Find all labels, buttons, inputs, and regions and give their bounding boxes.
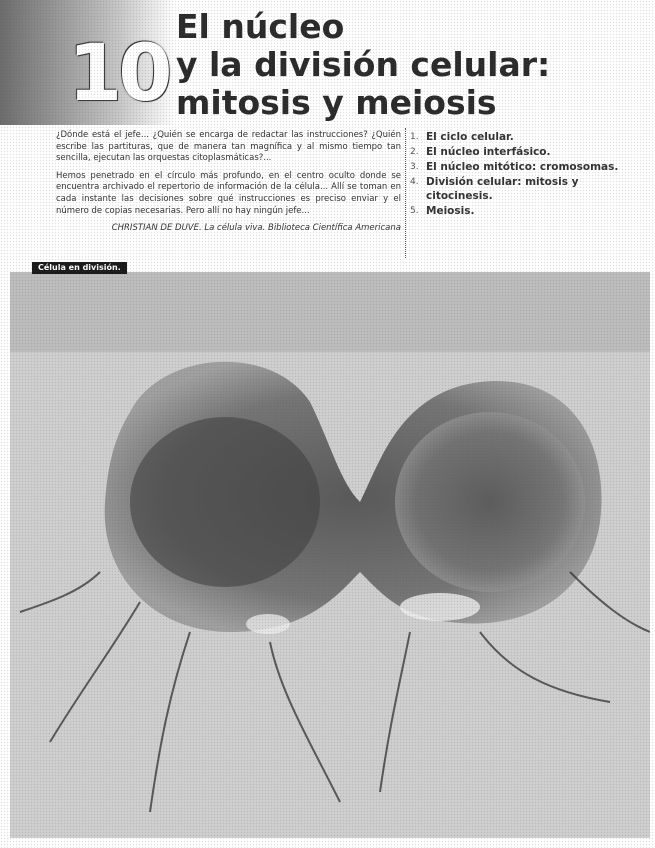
chapter-number: 10: [68, 29, 169, 119]
photo-caption: Célula en división.: [32, 262, 127, 274]
contents-item: [410, 204, 640, 218]
column-divider: [405, 128, 406, 258]
contents-item: [410, 130, 640, 144]
contents-number: 4.: [410, 177, 419, 187]
intro-citation: CHRISTIAN DE DUVE. La célula viva. Biblioteca Científica Americana: [111, 223, 401, 234]
chapter-contents: [410, 130, 640, 219]
contents-number: 2.: [410, 147, 419, 157]
contents-label: El núcleo mitótico: cromosomas.: [426, 161, 619, 173]
contents-label: Meiosis.: [426, 205, 475, 217]
contents-label: El núcleo interfásico.: [426, 146, 551, 158]
micrograph-illustration: [10, 272, 650, 838]
dividing-cell-photo: [10, 272, 650, 838]
intro-paragraph: ¿Dónde está el jefe... ¿Quién se encarga de redactar las instrucciones? ¿Quién escribe las partituras, que de manera tan magnífica y al mismo tiempo tan sencilla, ejecutan las orquestas citoplasmáticas?...: [56, 130, 401, 164]
title-line: mitosis y meiosis: [176, 83, 497, 122]
contents-number: 3.: [410, 162, 419, 172]
contents-item: [410, 145, 640, 159]
contents-item: [410, 160, 640, 174]
contents-number: 5.: [410, 206, 419, 216]
title-line: El núcleo: [176, 7, 345, 46]
title-line: y la división celular:: [176, 45, 551, 84]
contents-item: [410, 175, 640, 203]
intro-paragraph: Hemos penetrado en el círculo más profundo, en el centro oculto donde se encuentra archivado el repertorio de información de la célula... Allí se toman en cada instante las decisiones sobre qué instrucciones es preciso enviar y el número de copias necesarias. Pero allí no hay ningún jefe...: [56, 170, 401, 216]
intro-text: [56, 130, 401, 241]
contents-label: División celular: mitosis y citocinesis.: [426, 176, 579, 202]
chapter-title: [176, 8, 646, 122]
contents-label: El ciclo celular.: [426, 131, 514, 143]
contents-number: 1.: [410, 132, 419, 142]
